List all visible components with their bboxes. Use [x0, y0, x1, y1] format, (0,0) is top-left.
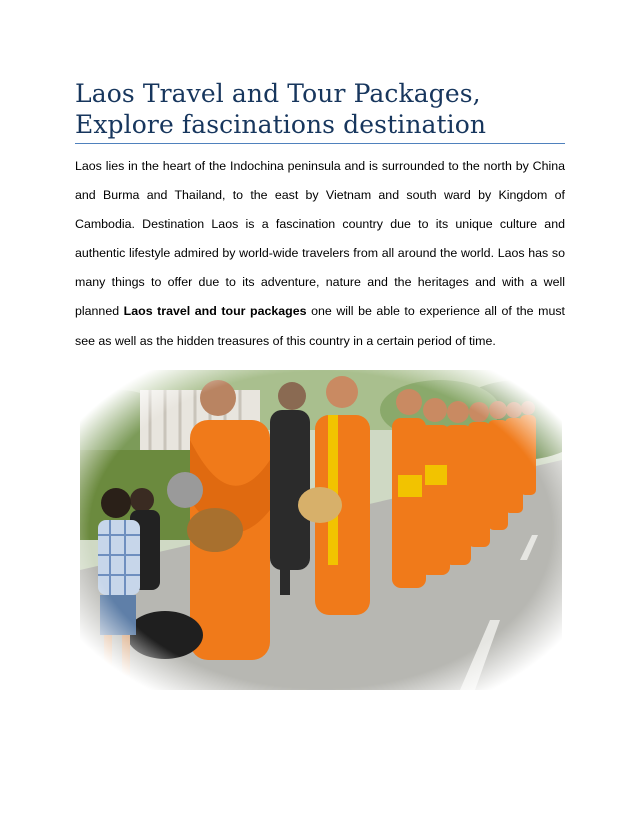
paragraph-text-start: Laos lies in the heart of the Indochina peninsula and is surrounded to the north by China and Burma and Thailand, to the east by Vietnam and south ward by Kingdom of Cambodia. Destination Laos is a fascination country due to its unique culture and authentic lifestyle admired by world-wide travelers from all around the world. Laos has so many things to offer due to its adventure, nature and the heritages and with a well planned: [75, 159, 565, 319]
title-underline: [75, 143, 565, 144]
page-title: Laos Travel and Tour Packages, Explore fascinations destination: [75, 79, 487, 139]
monks-photo: [80, 370, 562, 690]
body-paragraph: [75, 152, 565, 356]
photo-monks-alms-giving-icon: [80, 370, 562, 690]
paragraph-text-end: one will be able to experience all of the must see as well as the hidden treasures of this country in a certain period of time.: [75, 304, 565, 348]
bold-link-text: Laos travel and tour packages: [123, 304, 307, 319]
